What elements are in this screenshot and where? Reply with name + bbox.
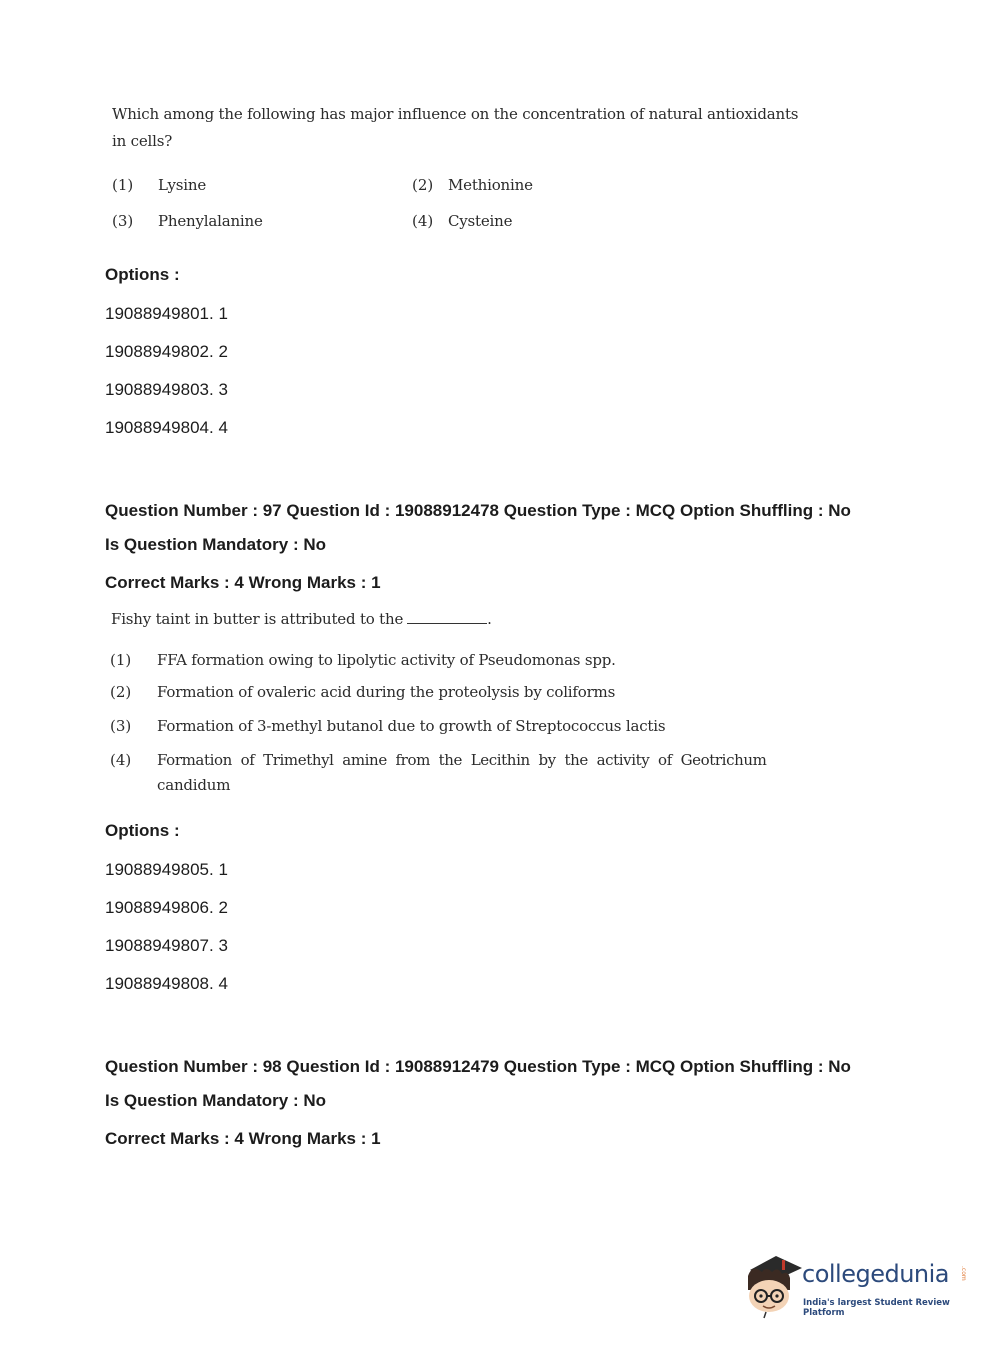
choice-number: (1): [112, 176, 134, 194]
question-text-line: in cells?: [112, 132, 173, 150]
question-text-body: Fishy taint in butter is attributed to the: [111, 610, 404, 628]
choice-text: Formation of ovaleric acid during the proteolysis by coliforms: [157, 683, 616, 701]
option-line: 19088949804. 4: [105, 418, 228, 437]
choice-text: Methionine: [448, 176, 533, 194]
choice-text-continued: candidum: [157, 776, 231, 794]
choice-number: (3): [112, 212, 134, 230]
question-meta: Question Number : 97 Question Id : 19088912478 Question Type : MCQ Option Shuffling : No: [105, 501, 851, 520]
choice-number: (2): [110, 683, 132, 701]
choice-number: (4): [110, 751, 132, 769]
option-line: 19088949807. 3: [105, 936, 228, 955]
choice-text: FFA formation owing to lipolytic activity of Pseudomonas spp.: [157, 651, 616, 669]
mascot-icon: [742, 1250, 804, 1320]
collegedunia-logo: [742, 1250, 972, 1320]
logo-wordmark: collegedunia: [802, 1260, 950, 1288]
question-text: [111, 609, 492, 628]
choice-text: Formation of Trimethyl amine from the Lecithin by the activity of Geotrichum: [157, 751, 767, 769]
option-line: 19088949808. 4: [105, 974, 228, 993]
question-text-line: Which among the following has major influence on the concentration of natural antioxidants: [112, 105, 799, 123]
choice-number: (4): [412, 212, 434, 230]
options-heading: Options :: [105, 265, 180, 284]
option-line: 19088949801. 1: [105, 304, 228, 323]
option-line: 19088949803. 3: [105, 380, 228, 399]
choice-text: Phenylalanine: [158, 212, 263, 230]
question-mandatory: Is Question Mandatory : No: [105, 535, 327, 554]
question-text-end: .: [487, 610, 492, 628]
option-line: 19088949805. 1: [105, 860, 228, 879]
choice-number: (1): [110, 651, 132, 669]
choice-number: (2): [412, 176, 434, 194]
choice-text: Lysine: [158, 176, 207, 194]
question-marks: Correct Marks : 4 Wrong Marks : 1: [105, 573, 381, 592]
question-marks: Correct Marks : 4 Wrong Marks : 1: [105, 1129, 381, 1148]
choice-text: Formation of 3-methyl butanol due to growth of Streptococcus lactis: [157, 717, 666, 735]
choice-number: (3): [110, 717, 132, 735]
choice-text: Cysteine: [448, 212, 513, 230]
options-heading: Options :: [105, 821, 180, 840]
question-mandatory: Is Question Mandatory : No: [105, 1091, 327, 1110]
option-line: 19088949802. 2: [105, 342, 228, 361]
option-line: 19088949806. 2: [105, 898, 228, 917]
logo-tagline: India's largest Student Review Platform: [803, 1298, 950, 1318]
answer-blank: [407, 609, 487, 624]
logo-domain-suffix: .com: [960, 1266, 967, 1281]
question-meta: Question Number : 98 Question Id : 19088912479 Question Type : MCQ Option Shuffling : No: [105, 1057, 851, 1076]
